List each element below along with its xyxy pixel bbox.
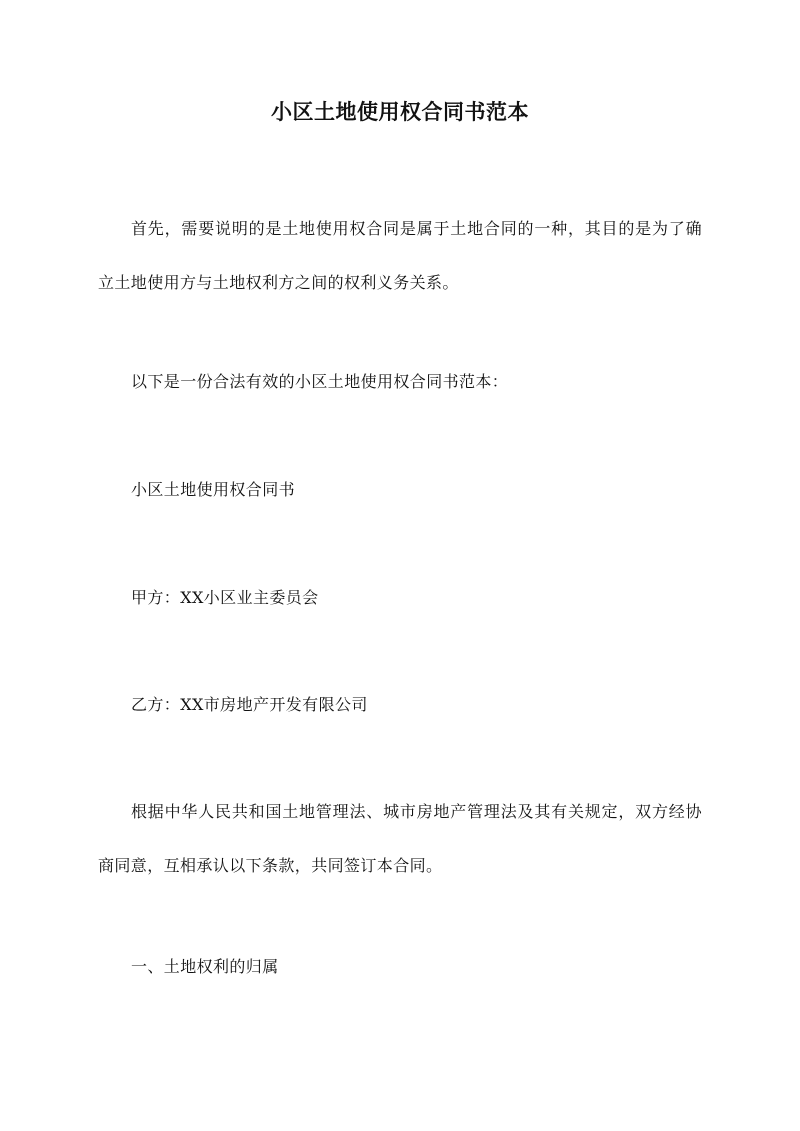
paragraph-contract-name: 小区土地使用权合同书 (131, 480, 296, 499)
paragraph-intro: 首先，需要说明的是土地使用权合同是属于土地合同的一种，其目的是为了确立土地使用方与土地权利方之间的权利义务关系。 (98, 219, 702, 292)
paragraph-party-b: 乙方：XX市房地产开发有限公司 (131, 695, 368, 714)
paragraph-party-a: 甲方：XX小区业主委员会 (131, 588, 319, 607)
section-heading-1: 一、土地权利的归属 (131, 957, 279, 976)
document-title: 小区土地使用权合同书范本 (271, 99, 529, 124)
paragraph-lead-in: 以下是一份合法有效的小区土地使用权合同书范本： (131, 372, 509, 391)
paragraph-legal-basis: 根据中华人民共和国土地管理法、城市房地产管理法及其有关规定，双方经协商同意，互相承认以下条款，共同签订本合同。 (98, 802, 702, 875)
